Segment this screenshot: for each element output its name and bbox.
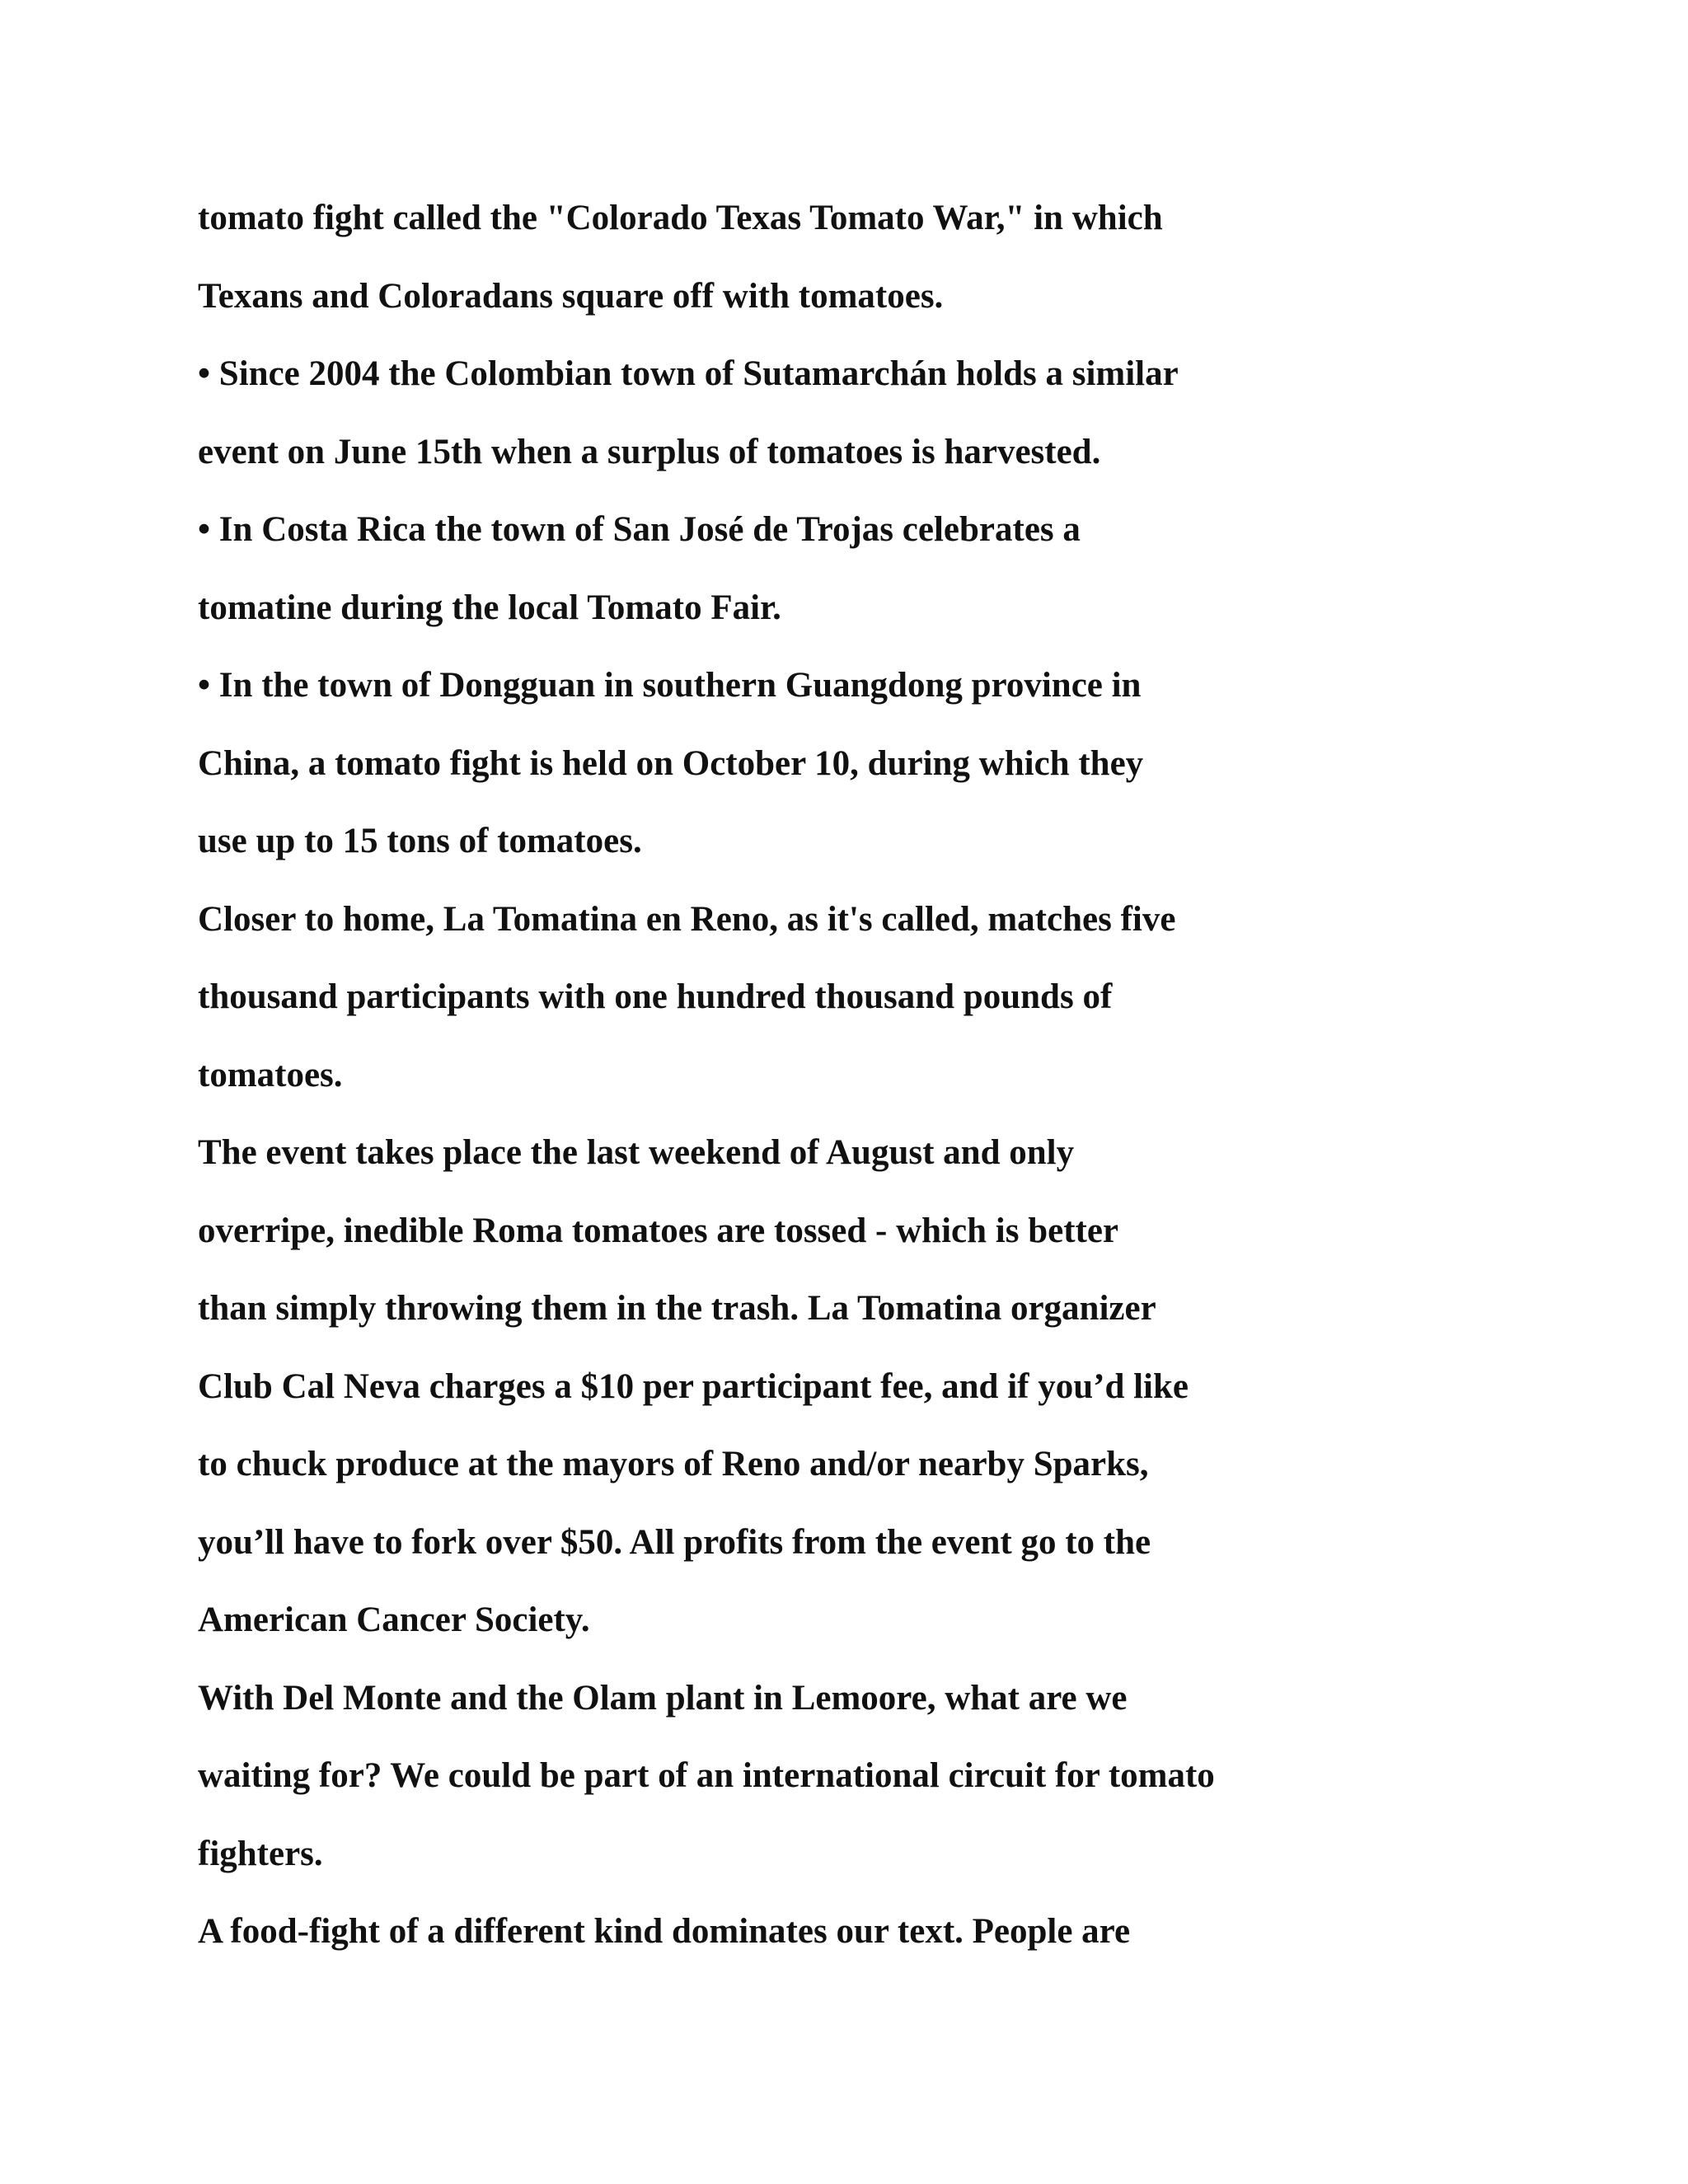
text-line: use up to 15 tons of tomatoes. [198, 822, 642, 860]
text-line: Closer to home, La Tomatina en Reno, as it's called, matches five [198, 899, 1176, 939]
text-line: China, a tomato fight is held on October 10, during which they [198, 743, 1144, 783]
text-line: Club Cal Neva charges a $10 per participant fee, and if you’d like [198, 1366, 1189, 1406]
bullet-line: • In Costa Rica the town of San José de Trojas celebrates a [198, 510, 1081, 549]
text-line: overripe, inedible Roma tomatoes are tossed - which is better [198, 1211, 1119, 1250]
text-line: to chuck produce at the mayors of Reno and/or nearby Sparks, [198, 1445, 1149, 1483]
text-line: than simply throwing them in the trash. La Tomatina organizer [198, 1289, 1156, 1328]
bullet-line: • In the town of Dongguan in southern Guangdong province in [198, 666, 1142, 705]
text-line: Texans and Coloradans square off with tomatoes. [198, 276, 944, 316]
text-line: fighters. [198, 1834, 323, 1873]
text-line: American Cancer Society. [198, 1601, 590, 1639]
text-line: A food-fight of a different kind dominates our text. People are [198, 1912, 1131, 1951]
text-line: waiting for? We could be part of an international circuit for tomato [198, 1756, 1215, 1795]
text-line: thousand participants with one hundred thousand pounds of [198, 977, 1113, 1016]
text-line: The event takes place the last weekend of August and only [198, 1133, 1075, 1172]
text-line: event on June 15th when a surplus of tomatoes is harvested. [198, 432, 1101, 471]
text-line: tomatine during the local Tomato Fair. [198, 588, 781, 627]
text-line: you’ll have to fork over $50. All profits from the event go to the [198, 1522, 1151, 1562]
text-line: With Del Monte and the Olam plant in Lemoore, what are we [198, 1678, 1128, 1718]
text-line: tomato fight called the "Colorado Texas Tomato War," in which [198, 199, 1163, 237]
bullet-line: • Since 2004 the Colombian town of Sutamarchán holds a similar [198, 354, 1179, 393]
text-line: tomatoes. [198, 1055, 343, 1094]
body-text [198, 191, 1599, 1983]
